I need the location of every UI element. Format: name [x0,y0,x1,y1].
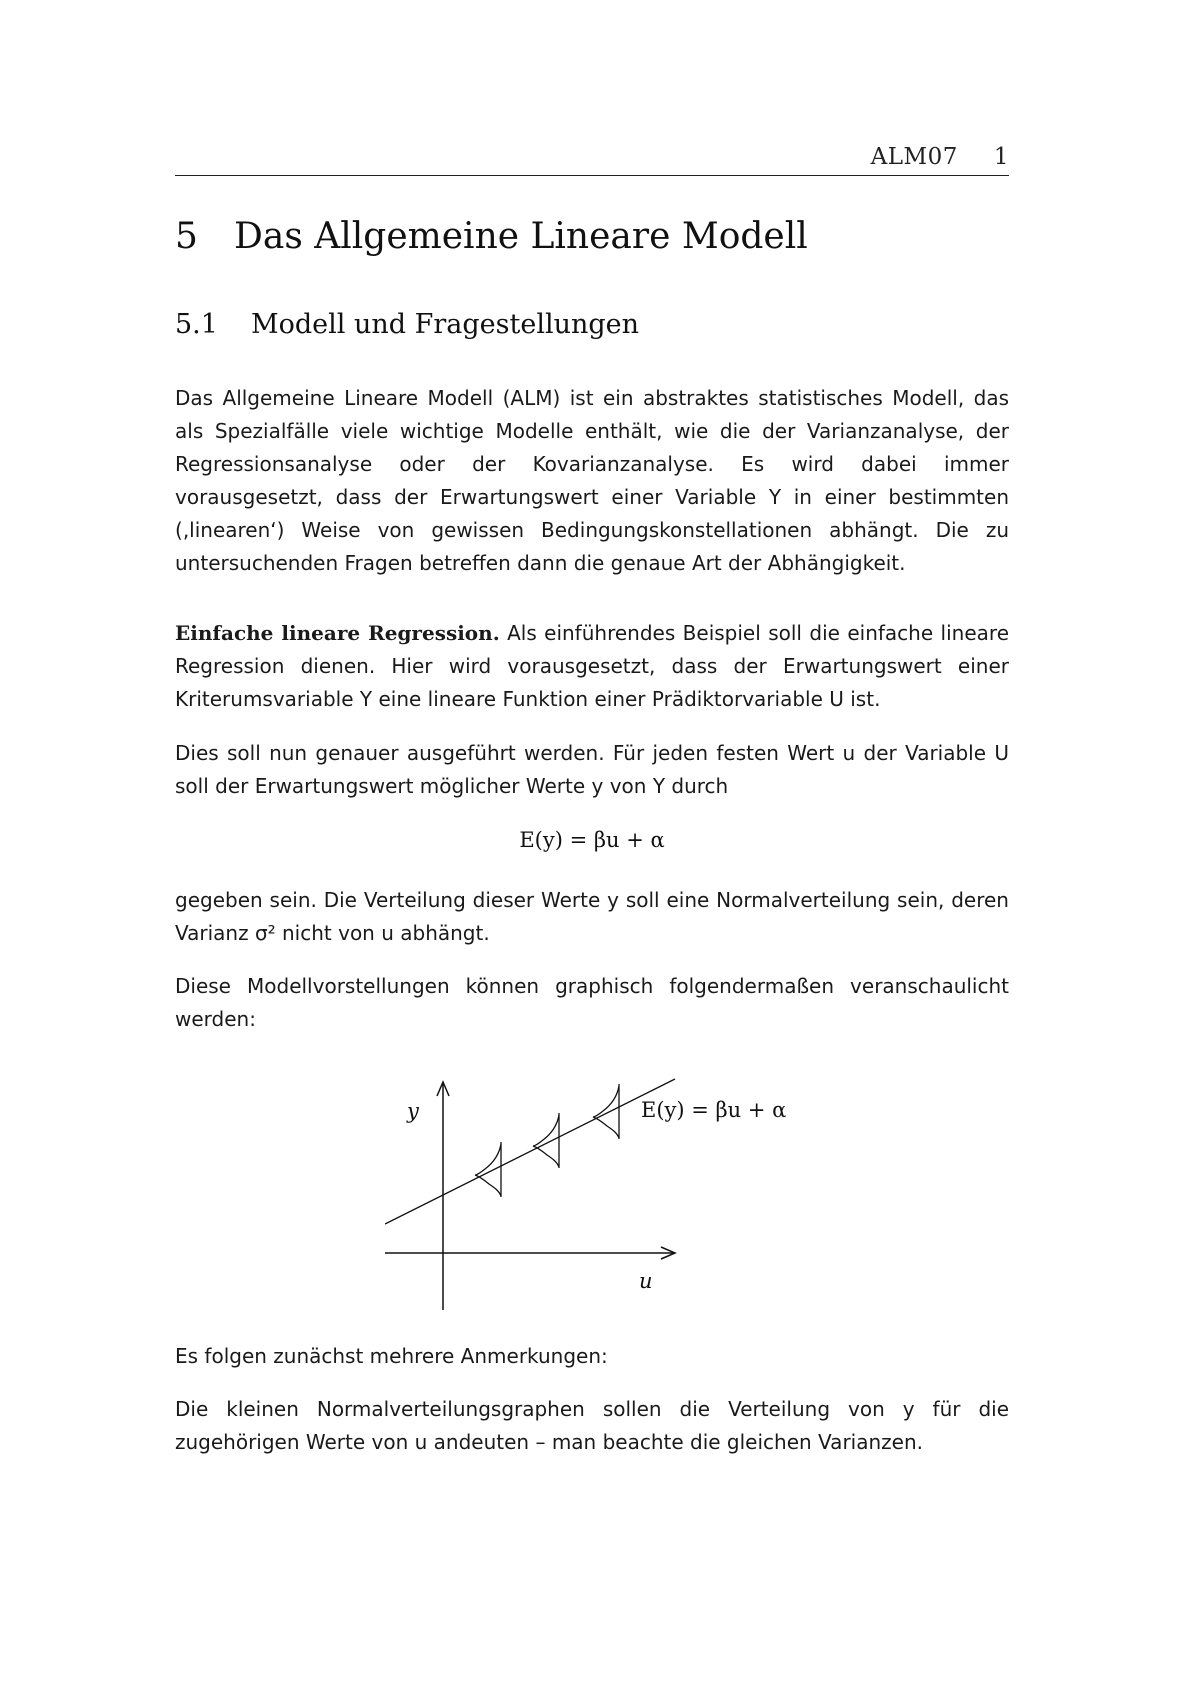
chapter-heading [175,216,808,257]
page [175,0,1009,1698]
section-title: Modell und Fragestellungen [251,309,640,340]
paragraph-remarks-intro: Es folgen zunächst mehrere Anmerkungen: [175,1344,608,1368]
normal-curve-2 [533,1113,559,1168]
x-axis-label: u [639,1269,653,1293]
running-title: ALM07 [870,144,958,170]
section-heading [175,309,639,340]
paragraph-regression [175,617,1009,716]
normal-curve-1 [475,1142,501,1197]
line-label: E(y) = βu + α [641,1098,787,1122]
paragraph-explanation: Dies soll nun genauer ausgeführt werden. Für jeden festen Wert u der Variable U soll der Erwartungswert möglicher Werte y von Y durch [175,741,1009,798]
normal-curve-3 [593,1084,619,1139]
running-head [871,144,1009,170]
paragraph-distribution: gegeben sein. Die Verteilung dieser Werte y soll eine Normalverteilung sein, deren Varianz σ² nicht von u abhängt. [175,888,1009,945]
header-rule [175,175,1009,176]
page-number: 1 [993,144,1009,170]
section-number: 5.1 [175,309,218,340]
chapter-title: Das Allgemeine Lineare Modell [234,216,808,257]
paragraph-intro: Das Allgemeine Lineare Modell (ALM) ist ein abstraktes statistisches Modell, das als Spezialfälle viele wichtige Modelle enthält, wie die der Varianzanalyse, der Regressionsanalyse oder der Kovarianzanalyse. Es wird dabei immer vorausgesetzt, dass der Erwartungswert einer Variable Y in einer bestimmten (‚linearen‘) Weise von gewissen Bedingungskonstellationen abhängt. Die zu untersuchenden Fragen betreffen dann die genaue Art der Abhängigkeit. [175,386,1009,575]
paragraph-run-in-heading: Einfache lineare Regression. [175,621,500,645]
regression-figure [385,1060,805,1324]
regression-diagram [385,1060,805,1320]
regression-line [385,1079,675,1224]
paragraph-regression-text: Als einführendes Beispiel soll die einfache lineare Regression dienen. Hier wird vorausgesetzt, dass der Erwartungswert einer Kriterumsvariable Y eine lineare Funktion einer Prädiktorvariable U ist. [175,621,1009,711]
y-axis-label: y [407,1099,419,1123]
paragraph-remark-1: Die kleinen Normalverteilungsgraphen sollen die Verteilung von y für die zugehörigen Werte von u andeuten – man beachte die gleichen Varianzen. [175,1397,1009,1454]
display-formula: E(y) = βu + α [519,828,665,852]
paragraph-figure-intro: Diese Modellvorstellungen können graphisch folgendermaßen veranschaulicht werden: [175,974,1009,1031]
chapter-number: 5 [175,216,198,257]
